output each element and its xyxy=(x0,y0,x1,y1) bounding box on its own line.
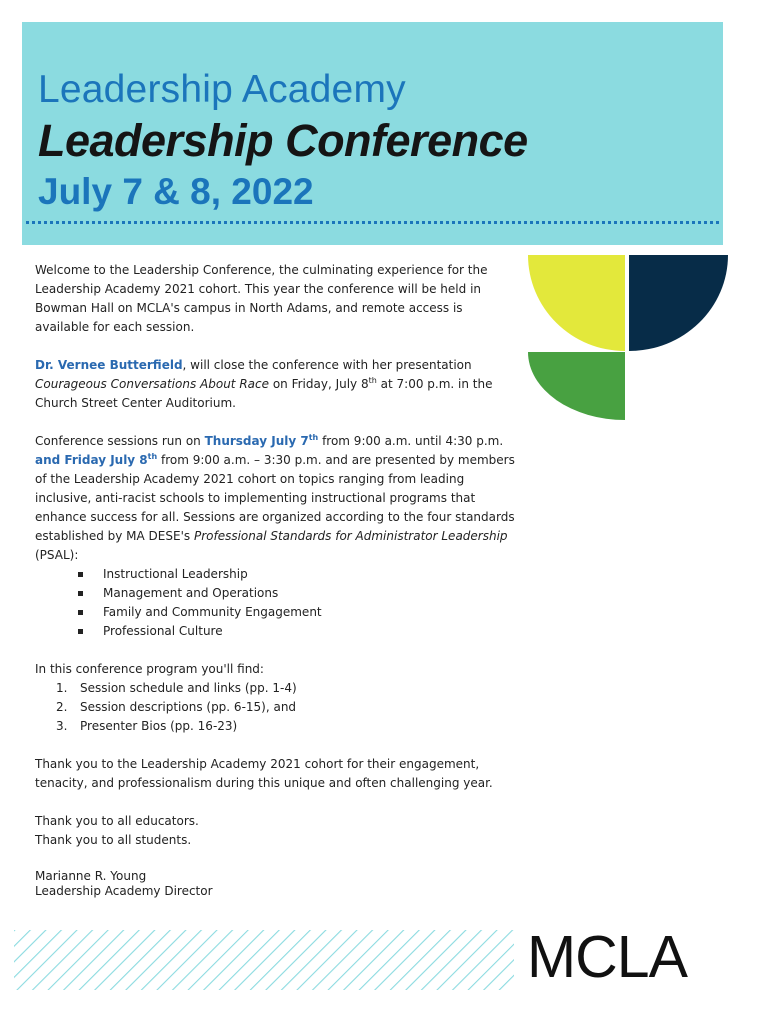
keynote-paragraph: Dr. Vernee Butterfield, will close the conference with her presentation Courageous Conversations About Race on Friday, July 8th at 7:00 p.m. in the Church Street Center Auditorium. xyxy=(35,358,493,410)
keynote-title: Courageous Conversations About Race xyxy=(35,377,269,391)
psal-title: Professional Standards for Administrator Leadership xyxy=(193,529,508,543)
academy-title: Leadership Academy xyxy=(38,68,406,111)
signature-title: Leadership Academy Director xyxy=(35,884,213,898)
program-contents-list xyxy=(35,679,515,736)
decorative-quarter-circles xyxy=(528,255,728,425)
letter-body xyxy=(35,261,515,899)
thanks-paragraph: Thank you to the Leadership Academy 2021 cohort for their engagement, tenacity, and professionalism during this unique and often challenging year. xyxy=(35,757,493,790)
session-day-2: and Friday July 8th xyxy=(35,452,158,467)
header-banner xyxy=(22,22,723,245)
program-intro: In this conference program you'll find: xyxy=(35,662,264,676)
green-quarter-circle xyxy=(528,352,625,420)
list-item: Professional Culture xyxy=(78,622,515,641)
list-item: Management and Operations xyxy=(78,584,515,603)
signature-name: Marianne R. Young xyxy=(35,869,147,883)
standards-list xyxy=(35,565,515,641)
diagonal-hatch-decoration xyxy=(14,930,514,990)
session-day-1: Thursday July 7th xyxy=(204,433,319,448)
list-item: Family and Community Engagement xyxy=(78,603,515,622)
keynote-speaker: Dr. Vernee Butterfield xyxy=(35,358,183,372)
thanks-educators: Thank you to all educators. xyxy=(35,814,199,828)
sessions-paragraph: Conference sessions run on Thursday July 7th from 9:00 a.m. until 4:30 p.m. and Friday July 8th from 9:00 a.m. – 3:30 p.m. and are presented by members of the Leadership Academy 2021 cohort on topics ranging from leading inclusive, anti-racist schools to implementing instructional programs that enhance success for all. Sessions are organized according to the four standards established by MA DESE's Professional Standards for Administrator Leadership (PSAL): xyxy=(35,433,515,562)
mcla-logo: MCLA xyxy=(527,924,687,990)
list-item: 2. Session descriptions (pp. 6-15), and xyxy=(56,700,297,714)
conference-date: July 7 & 8, 2022 xyxy=(38,171,314,212)
list-item: Instructional Leadership xyxy=(78,565,515,584)
list-item: 3. Presenter Bios (pp. 16-23) xyxy=(56,719,238,733)
conference-title: Leadership Conference xyxy=(38,115,528,166)
list-item: 1. Session schedule and links (pp. 1-4) xyxy=(56,681,297,695)
intro-paragraph: Welcome to the Leadership Conference, the culminating experience for the Leadership Academy 2021 cohort. This year the conference will be held in Bowman Hall on MCLA's campus in North Adams, and remote access is available for each session. xyxy=(35,263,488,334)
dotted-divider xyxy=(26,221,719,224)
thanks-students: Thank you to all students. xyxy=(35,833,192,847)
lime-quarter-circle xyxy=(528,255,625,351)
navy-quarter-circle xyxy=(629,255,728,351)
